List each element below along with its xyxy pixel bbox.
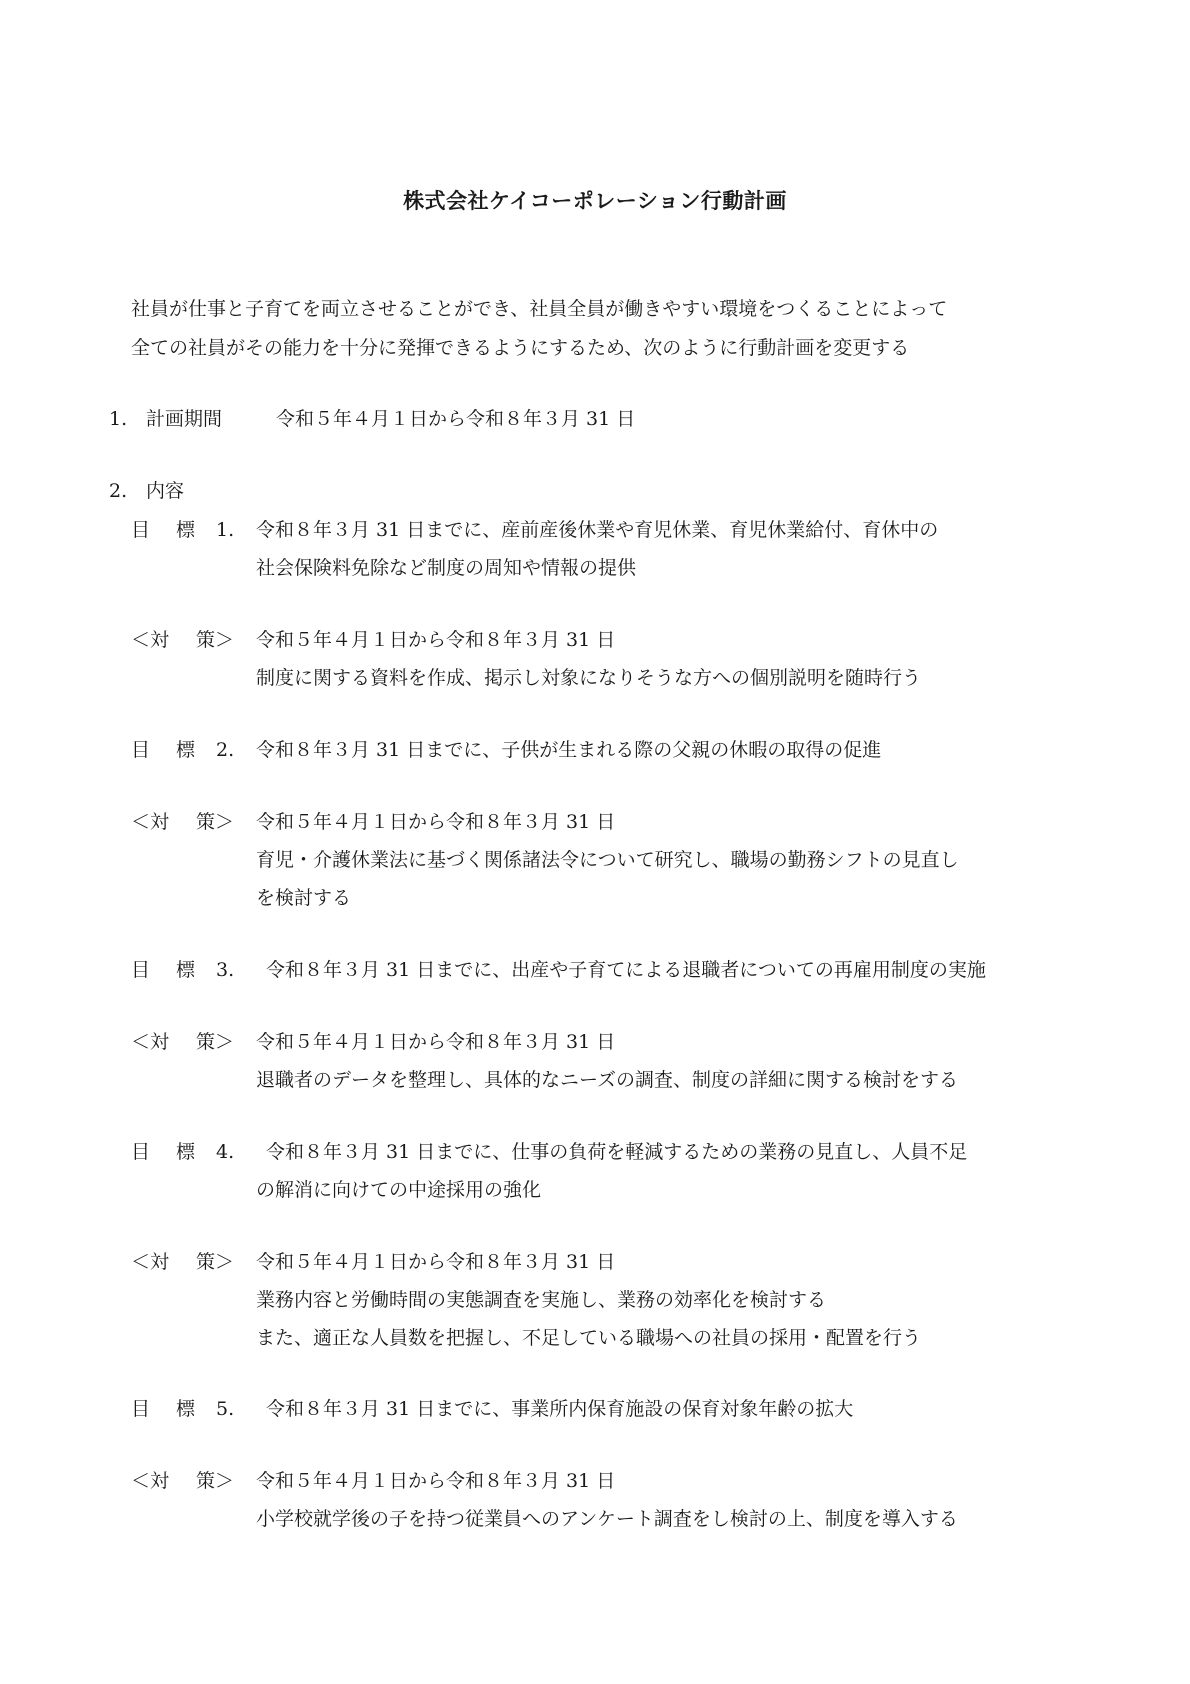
section-2-label: 内容 <box>146 480 185 502</box>
measure-5-line-1: 小学校就学後の子を持つ従業員へのアンケート調査をし検討の上、制度を導入する <box>256 1508 958 1530</box>
goal-4-label <box>131 1137 195 1167</box>
measure-4-label <box>131 1247 234 1277</box>
goal-2-line-1: 令和８年３月 31 日までに、子供が生まれる際の父親の休暇の取得の促進 <box>256 739 882 761</box>
measure-4-line-2: また、適正な人員数を把握し、不足している職場への社員の採用・配置を行う <box>256 1327 922 1349</box>
measure-2-label <box>131 807 234 837</box>
goal-1-line-2: 社会保険料免除など制度の周知や情報の提供 <box>256 557 637 579</box>
measure-2-period: 令和５年４月１日から令和８年３月 31 日 <box>256 811 616 833</box>
measure-3-period: 令和５年４月１日から令和８年３月 31 日 <box>256 1031 616 1053</box>
goal-5-line-1: 令和８年３月 31 日までに、事業所内保育施設の保育対象年齢の拡大 <box>266 1398 854 1420</box>
section-2-number: 2. <box>109 480 128 502</box>
goal-1-line-1: 令和８年３月 31 日までに、産前産後休業や育児休業、育児休業給付、育休中の <box>256 519 939 541</box>
measure-label-mid: 策＞ <box>195 1031 234 1053</box>
measure-label-mid: 策＞ <box>195 811 234 833</box>
measure-label-open: ＜対 <box>131 629 170 651</box>
goal-2-label <box>131 735 195 765</box>
goal-label-b: 標 <box>175 739 195 761</box>
goal-label-a: 目 <box>131 1141 151 1163</box>
measure-4-period: 令和５年４月１日から令和８年３月 31 日 <box>256 1251 616 1273</box>
document-title: 株式会社ケイコーポレーション行動計画 <box>403 189 787 213</box>
goal-2-number: 2. <box>216 739 235 761</box>
measure-1-line-1: 制度に関する資料を作成、掲示し対象になりそうな方への個別説明を随時行う <box>256 667 922 689</box>
measure-3-line-1: 退職者のデータを整理し、具体的なニーズの調査、制度の詳細に関する検討をする <box>256 1069 959 1091</box>
goal-1-label <box>131 515 195 545</box>
goal-label-a: 目 <box>131 519 151 541</box>
goal-4-line-1: 令和８年３月 31 日までに、仕事の負荷を軽減するための業務の見直し、人員不足 <box>266 1141 968 1163</box>
goal-label-a: 目 <box>131 1398 151 1420</box>
measure-label-open: ＜対 <box>131 1470 170 1492</box>
measure-label-mid: 策＞ <box>195 629 234 651</box>
intro-line-1: 社員が仕事と子育てを両立させることができ、社員全員が働きやすい環境をつくることによって <box>131 298 948 320</box>
measure-1-period: 令和５年４月１日から令和８年３月 31 日 <box>256 629 616 651</box>
measure-label-open: ＜対 <box>131 1251 170 1273</box>
goal-5-number: 5. <box>216 1398 235 1420</box>
goal-label-a: 目 <box>131 739 151 761</box>
measure-4-line-1: 業務内容と労働時間の実態調査を実施し、業務の効率化を検討する <box>256 1289 827 1311</box>
goal-1-number: 1. <box>216 519 235 541</box>
measure-2-line-1: 育児・介護休業法に基づく関係諸法令について研究し、職場の勤務シフトの見直し <box>256 849 959 871</box>
intro-line-2: 全ての社員がその能力を十分に発揮できるようにするため、次のように行動計画を変更する <box>131 337 910 359</box>
goal-3-label <box>131 955 195 985</box>
goal-label-b: 標 <box>175 519 195 541</box>
section-1-number: 1. <box>109 408 128 430</box>
goal-4-number: 4. <box>216 1141 235 1163</box>
measure-5-period: 令和５年４月１日から令和８年３月 31 日 <box>256 1470 616 1492</box>
measure-label-mid: 策＞ <box>195 1470 234 1492</box>
goal-3-number: 3. <box>216 959 235 981</box>
goal-label-a: 目 <box>131 959 151 981</box>
measure-1-label <box>131 625 234 655</box>
measure-3-label <box>131 1027 234 1057</box>
goal-label-b: 標 <box>175 959 195 981</box>
goal-3-line-1: 令和８年３月 31 日までに、出産や子育てによる退職者についての再雇用制度の実施 <box>266 959 986 981</box>
goal-label-b: 標 <box>175 1398 195 1420</box>
measure-label-open: ＜対 <box>131 1031 170 1053</box>
goal-4-line-2: の解消に向けての中途採用の強化 <box>256 1179 542 1201</box>
measure-2-line-2: を検討する <box>256 887 352 909</box>
section-1-label: 計画期間 <box>146 408 223 430</box>
goal-5-label <box>131 1394 195 1424</box>
plan-period-value: 令和５年４月１日から令和８年３月 31 日 <box>276 408 636 430</box>
measure-label-open: ＜対 <box>131 811 170 833</box>
measure-label-mid: 策＞ <box>195 1251 234 1273</box>
measure-5-label <box>131 1466 234 1496</box>
goal-label-b: 標 <box>175 1141 195 1163</box>
